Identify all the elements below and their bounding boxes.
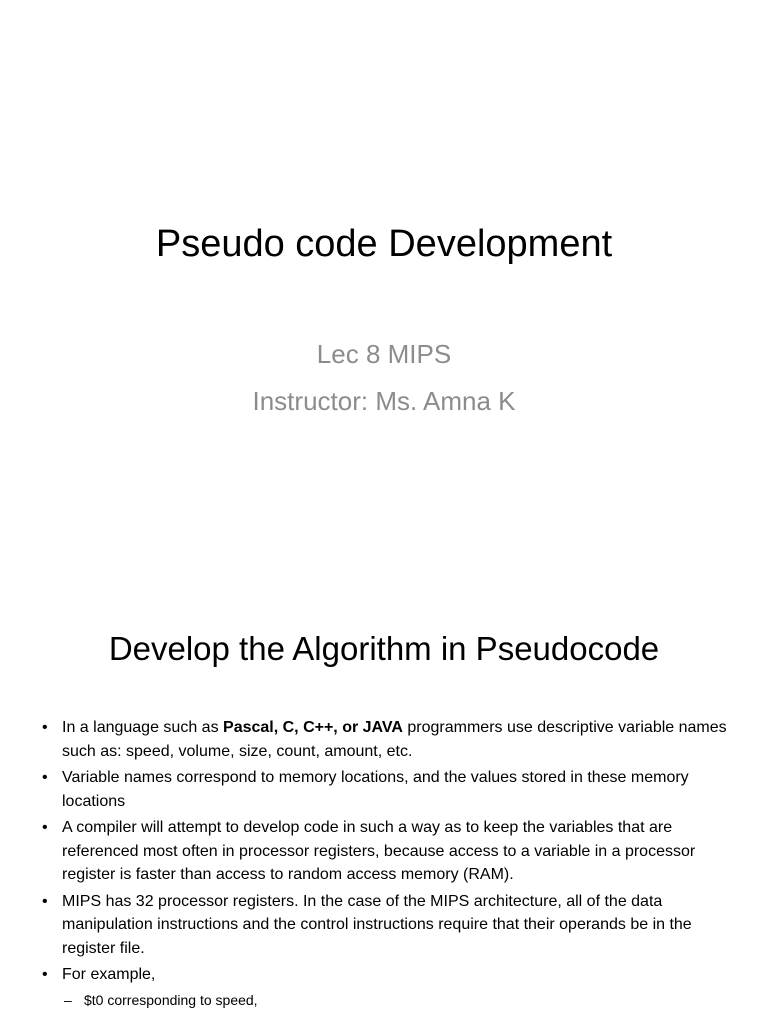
- sub-bullet-t0-speed: [42, 990, 732, 1010]
- bullet-1-languages-bold: Pascal, C, C++, or JAVA: [223, 719, 403, 736]
- content-slide: [0, 576, 768, 1024]
- sub-bullet-text: $t0 corresponding to speed,: [84, 991, 258, 1008]
- slide-subtitle-lecture: Lec 8 MIPS: [316, 339, 452, 369]
- bullet-1-text-post: programmers use descriptive variable names such as: speed, volume, size, count, amount, etc.: [62, 719, 727, 760]
- bullet-item-for-example: • For example,: [42, 963, 732, 987]
- bullet-item-compiler: • A compiler will attempt to develop code in such a way as to keep the variables that are referenced most often in processor registers, because access to a variable in a processor register is faster than access to random access memory (RAM).: [42, 816, 732, 887]
- bullet-item-variable-names: • Variable names correspond to memory locations, and the values stored in these memory locations: [42, 766, 732, 813]
- bullet-item-mips-registers: • MIPS has 32 processor registers. In the case of the MIPS architecture, all of the data manipulation instructions and the control instructions require that their operands be in the register file.: [42, 890, 732, 961]
- bullet-1-text-pre: In a language such as: [62, 719, 224, 736]
- dash-marker: –: [64, 991, 72, 1008]
- slide-subtitle-instructor: Instructor: Ms. Amna K: [252, 386, 516, 416]
- bullet-list: [42, 716, 732, 1010]
- slide-title: Pseudo code Development: [155, 223, 613, 265]
- bullet-item-languages: [42, 716, 732, 763]
- content-slide-title: Develop the Algorithm in Pseudocode: [108, 630, 660, 667]
